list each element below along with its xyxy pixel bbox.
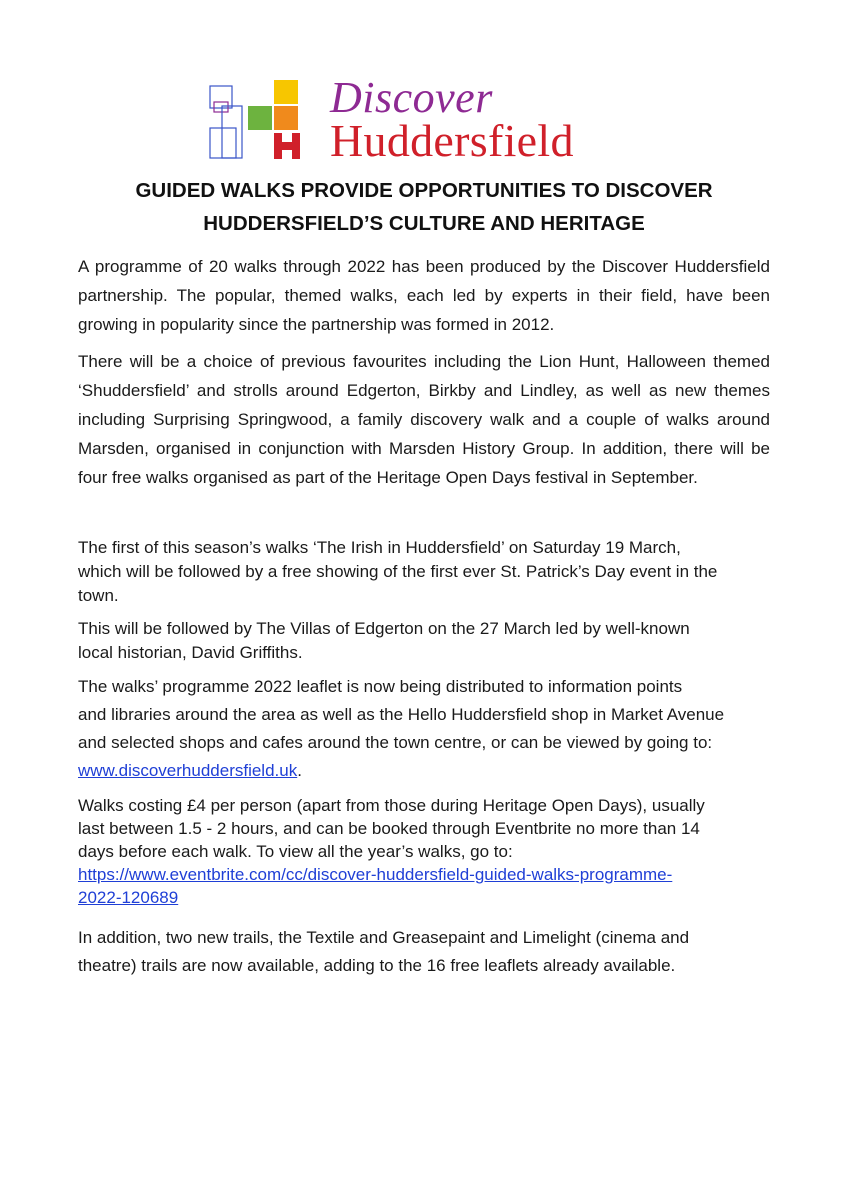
logo-mark-icon bbox=[208, 78, 330, 166]
paragraph-walk-themes: There will be a choice of previous favourites including the Lion Hunt, Halloween themed ‘Shuddersfield’ and strolls around Edgerton, Birkby and Lindley, as well as new themes including Surprising Springwood, a family discovery walk and a couple of walks around Marsden, organised in conjunction with Marsden History Group. In addition, there will be four free walks organised as part of the Heritage Open Days festival in September. bbox=[78, 352, 770, 487]
paragraph-line: The first of this season’s walks ‘The Irish in Huddersfield’ on Saturday 19 March, bbox=[78, 538, 681, 557]
paragraph-line: Walks costing £4 per person (apart from those during Heritage Open Days), usually bbox=[78, 796, 705, 815]
paragraph-line bbox=[78, 863, 770, 886]
discover-huddersfield-logo bbox=[208, 73, 668, 166]
logo-word-huddersfield: Huddersfield bbox=[330, 115, 574, 166]
paragraph-line: The walks’ programme 2022 leaflet is now being distributed to information points bbox=[78, 677, 683, 696]
paragraph-line: last between 1.5 - 2 hours, and can be booked through Eventbrite no more than 14 bbox=[78, 819, 700, 838]
paragraph-line: This will be followed by The Villas of Edgerton on the 27 March led by well-known bbox=[78, 619, 690, 638]
paragraph-leaflet bbox=[78, 673, 770, 785]
title-line-1: GUIDED WALKS PROVIDE OPPORTUNITIES TO DISCOVER bbox=[135, 179, 713, 202]
paragraph-first-walk bbox=[78, 536, 770, 608]
paragraph-line bbox=[78, 757, 770, 785]
page-title bbox=[60, 174, 788, 240]
paragraph-line bbox=[78, 886, 770, 909]
paragraph-line: which will be followed by a free showing of the first ever St. Patrick’s Day event in the bbox=[78, 562, 718, 581]
paragraph-line: In addition, two new trails, the Textile and Greasepaint and Limelight (cinema and bbox=[78, 928, 690, 947]
paragraph-booking bbox=[78, 794, 770, 909]
paragraph-line: town. bbox=[78, 586, 119, 605]
paragraph-line: and libraries around the area as well as the Hello Huddersfield shop in Market Avenue bbox=[78, 705, 725, 724]
eventbrite-link-continued[interactable]: 2022-120689 bbox=[78, 888, 179, 907]
title-line-2: HUDDERSFIELD’S CULTURE AND HERITAGE bbox=[203, 212, 645, 235]
eventbrite-link[interactable]: https://www.eventbrite.com/cc/discover-huddersfield-guided-walks-programme- bbox=[78, 865, 673, 884]
paragraph-line: and selected shops and cafes around the town centre, or can be viewed by going to: bbox=[78, 733, 713, 752]
sentence-end: . bbox=[297, 761, 302, 780]
paragraph-line: days before each walk. To view all the year’s walks, go to: bbox=[78, 842, 513, 861]
paragraph-new-trails bbox=[78, 924, 770, 980]
logo-word-discover: Discover bbox=[330, 73, 493, 122]
paragraph-line: local historian, David Griffiths. bbox=[78, 643, 303, 662]
paragraph-line: theatre) trails are now available, adding to the 16 free leaflets already available. bbox=[78, 956, 676, 975]
discover-huddersfield-link[interactable]: www.discoverhuddersfield.uk bbox=[78, 761, 298, 780]
paragraph-villas-walk bbox=[78, 617, 770, 665]
paragraph-intro: A programme of 20 walks through 2022 has been produced by the Discover Huddersfield partnership. The popular, themed walks, each led by experts in their field, have been growing in popularity since the partnership was formed in 2012. bbox=[78, 257, 770, 334]
